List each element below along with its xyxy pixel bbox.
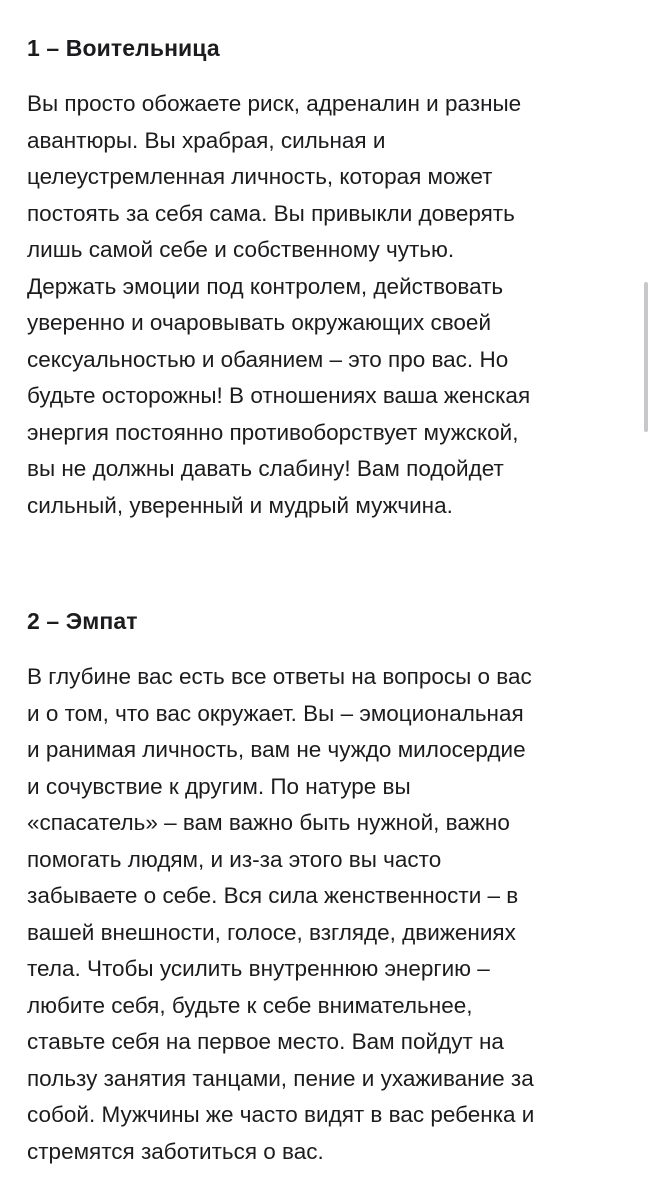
section-1-title: 1 – Воительница <box>27 35 220 61</box>
paragraph-line: уверенно и очаровывать окружающих своей <box>27 310 492 335</box>
paragraph-line: тела. Чтобы усилить внутреннюю энергию – <box>27 956 490 981</box>
paragraph-line: забываете о себе. Вся сила женственности – в <box>27 883 519 908</box>
paragraph-line: вашей внешности, голосе, взгляде, движениях <box>27 919 516 945</box>
paragraph-line: и сочувствие к другим. По натуре вы <box>27 773 411 799</box>
paragraph-line: Держать эмоции под контролем, действовать <box>27 273 504 299</box>
paragraph-line: В глубине вас есть все ответы на вопросы о вас <box>27 664 532 689</box>
paragraph-line: постоять за себя сама. Вы привыкли доверять <box>27 200 515 226</box>
paragraph-line: ставьте себя на первое место. Вам пойдут на <box>27 1029 504 1054</box>
paragraph-line: авантюры. Вы храбрая, сильная и <box>27 127 386 153</box>
paragraph-line: целеустремленная личность, которая может <box>27 164 493 189</box>
paragraph-line: и о том, что вас окружает. Вы – эмоциональная <box>27 700 524 726</box>
paragraph-line: сексуальностью и обаянием – это про вас. Но <box>27 346 509 372</box>
paragraph-line: Вы просто обожаете риск, адреналин и разные <box>27 91 522 116</box>
paragraph-line: собой. Мужчины же часто видят в вас ребенка и <box>27 1102 535 1127</box>
paragraph-line: сильный, уверенный и мудрый мужчина. <box>27 492 453 518</box>
paragraph-line: лишь самой себе и собственному чутью. <box>27 237 455 262</box>
section-2-title: 2 – Эмпат <box>27 608 138 634</box>
paragraph-line: будьте осторожны! В отношениях ваша женская <box>27 383 531 408</box>
paragraph-line: «спасатель» – вам важно быть нужной, важно <box>27 810 510 835</box>
paragraph-line: любите себя, будьте к себе внимательнее, <box>27 992 473 1018</box>
paragraph-line: пользу занятия танцами, пение и ухаживание за <box>27 1065 534 1091</box>
paragraph-line: и ранимая личность, вам не чуждо милосердие <box>27 737 526 762</box>
paragraph-line: стремятся заботиться о вас. <box>27 1138 324 1164</box>
vertical-scrollbar[interactable] <box>644 282 648 432</box>
paragraph-line: помогать людям, и из-за этого вы часто <box>27 846 442 872</box>
paragraph-line: энергия постоянно противоборствует мужской, <box>27 419 519 445</box>
paragraph-line: вы не должны давать слабину! Вам подойдет <box>27 456 504 481</box>
